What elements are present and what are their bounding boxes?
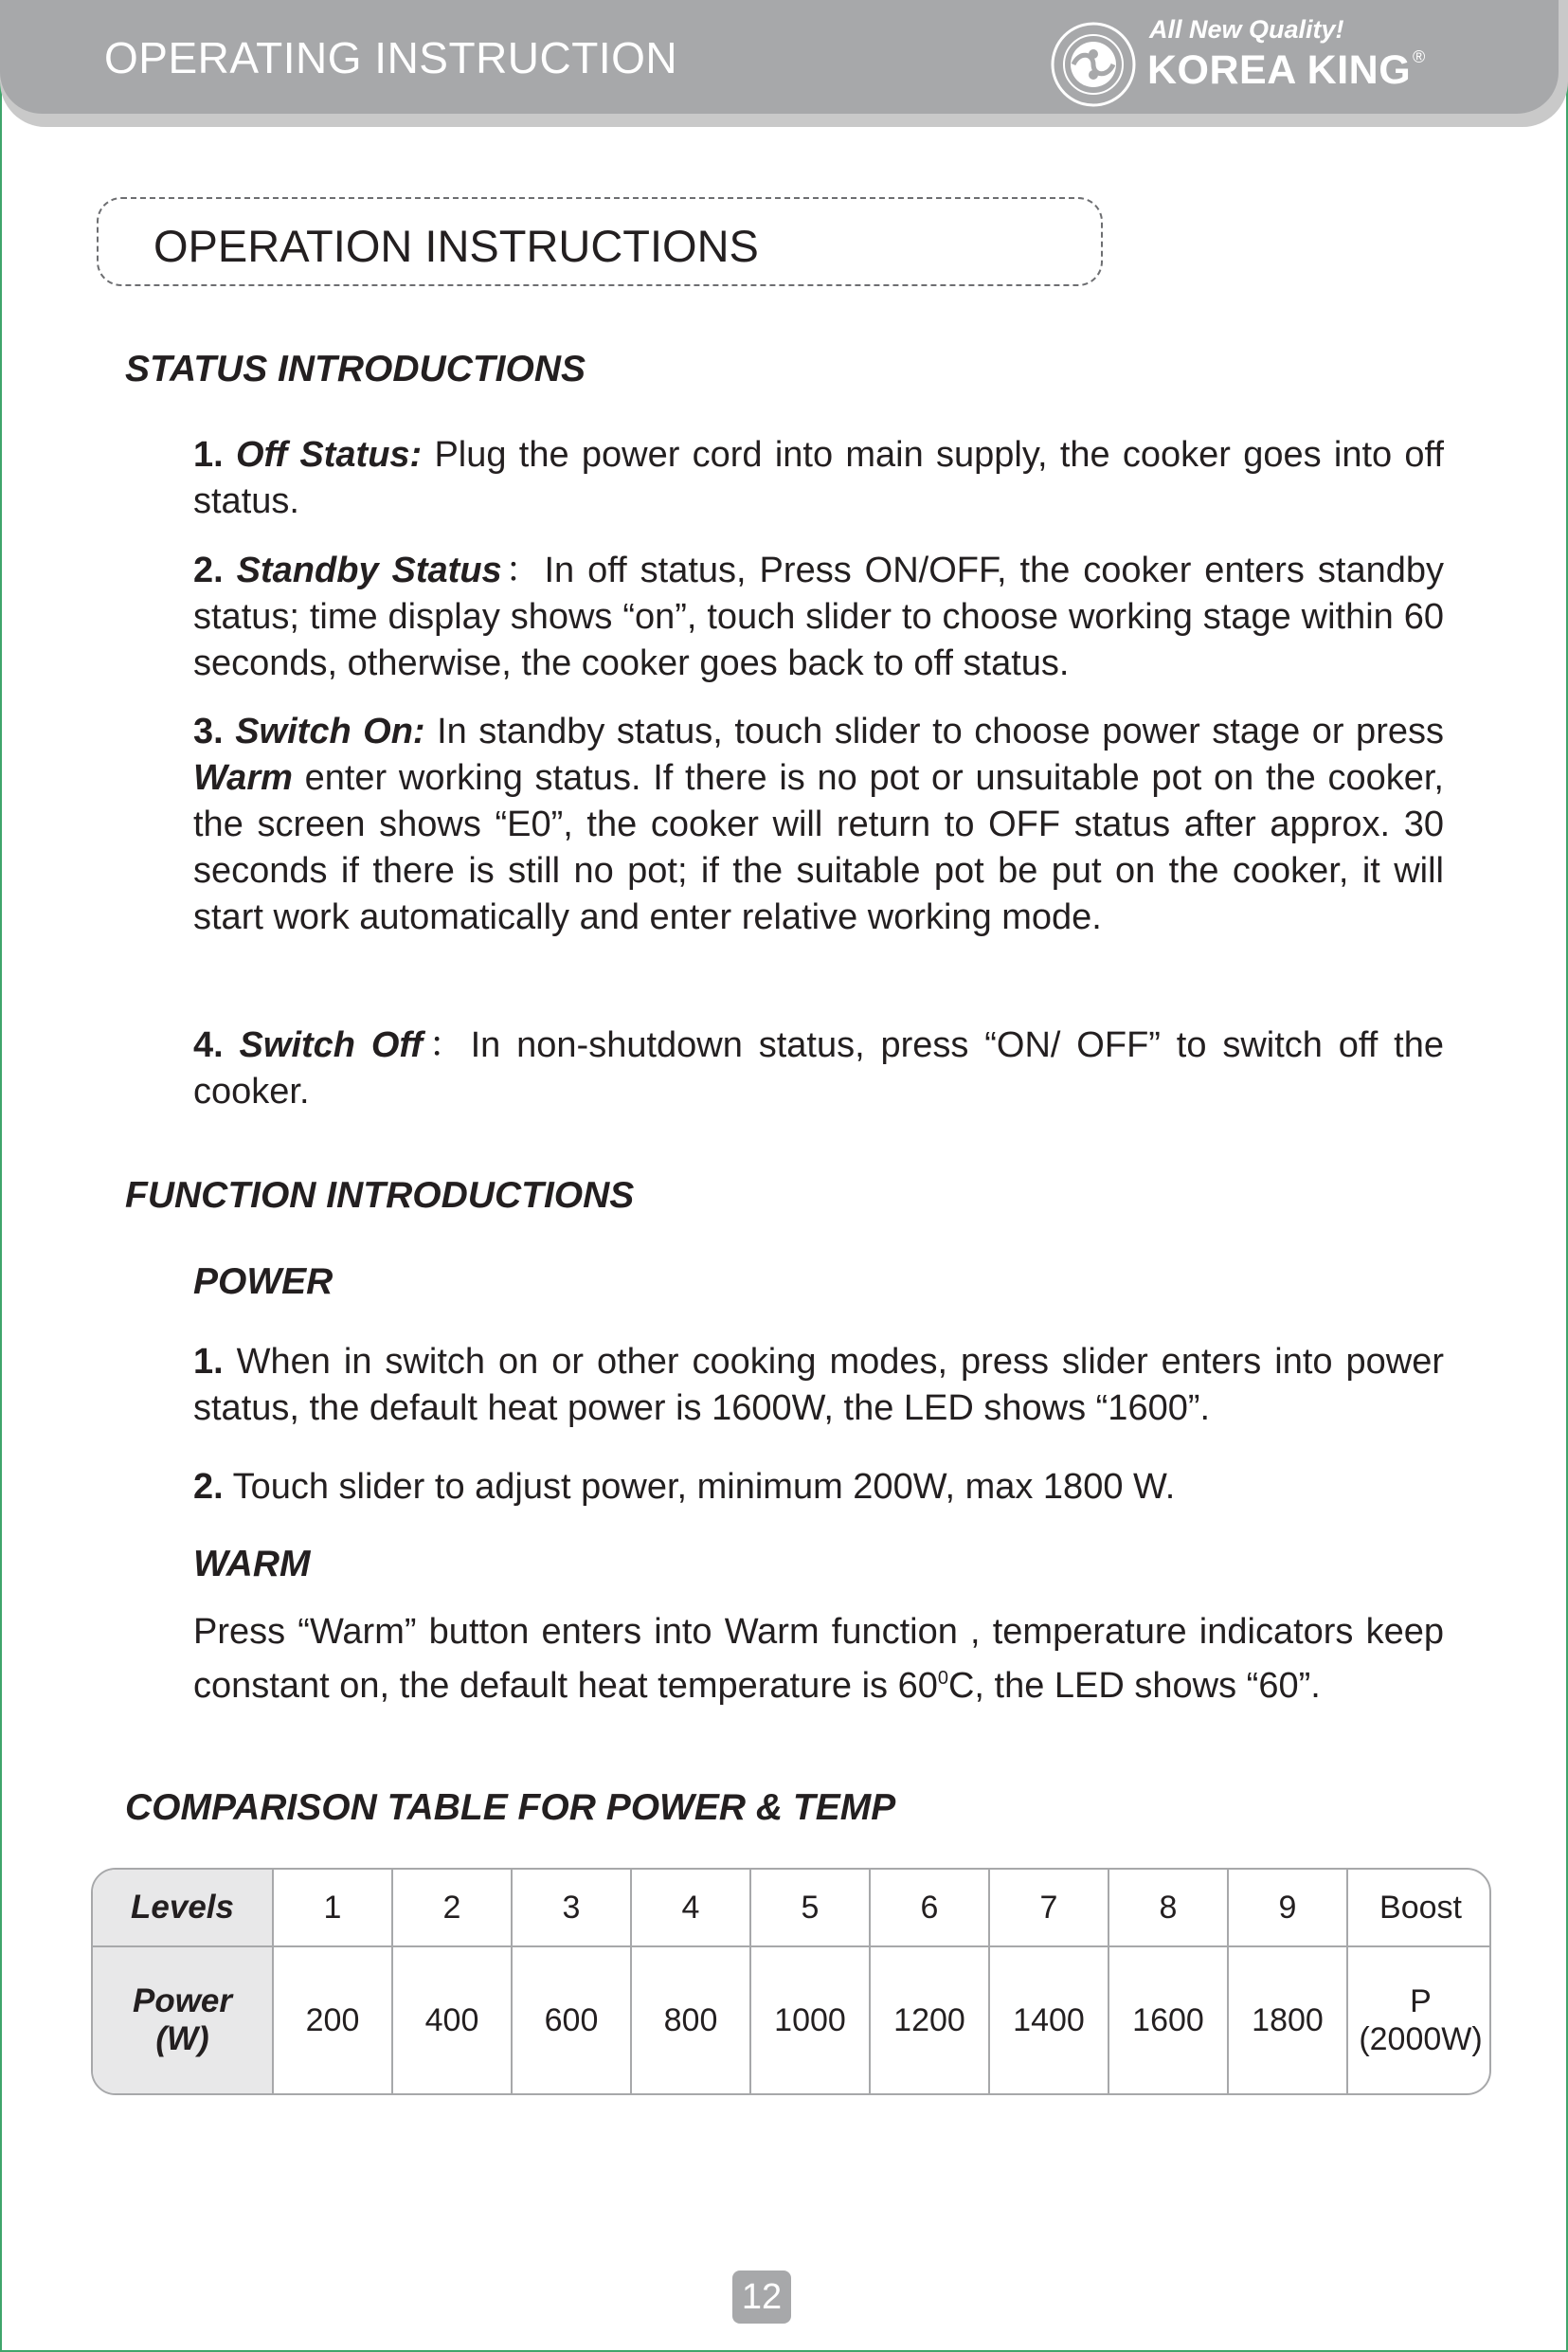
power-cell: 1600: [1108, 1946, 1228, 2093]
comparison-heading: COMPARISON TABLE FOR POWER & TEMP: [125, 1787, 896, 1828]
function-heading: FUNCTION INTRODUCTIONS: [125, 1175, 635, 1216]
power-cell-boost: [1347, 1946, 1491, 2093]
power-cell: 200: [273, 1946, 392, 2093]
item-label: Switch On:: [235, 712, 425, 751]
header-title: OPERATING INSTRUCTION: [104, 33, 678, 82]
power-cell: 1800: [1228, 1946, 1347, 2093]
power-cell: 1200: [870, 1946, 989, 2093]
item-text: In non-shutdown status, press “ON/ OFF” to switch off the cooker.: [193, 1025, 1444, 1112]
item-text: Plug the power cord into main supply, the cooker goes into off status.: [193, 435, 1444, 521]
boost-power-line-1: P: [1410, 1982, 1432, 2019]
power-item-2: [193, 1464, 1444, 1511]
item-text: In standby status, touch slider to choose power stage or press: [424, 712, 1444, 751]
power-header-line-1: Power: [132, 1981, 233, 2019]
power-cell: 600: [512, 1946, 631, 2093]
power-header-line-2: (W): [155, 2019, 209, 2057]
level-cell-boost: Boost: [1347, 1870, 1491, 1946]
item-separator: ：: [501, 551, 545, 590]
degree-mark: 0: [937, 1668, 948, 1689]
item-warm-word: Warm: [193, 758, 293, 798]
comparison-table: [91, 1868, 1491, 2095]
item-number: 2.: [193, 1467, 224, 1507]
table-row-levels: [93, 1870, 1491, 1946]
level-cell: 2: [392, 1870, 512, 1946]
item-number: 1.: [193, 1342, 224, 1382]
item-label: Off Status:: [235, 435, 423, 475]
level-cell: 4: [631, 1870, 750, 1946]
level-cell: 5: [750, 1870, 870, 1946]
level-cell: 1: [273, 1870, 392, 1946]
status-heading: STATUS INTRODUCTIONS: [125, 349, 586, 389]
item-separator: ：: [423, 1025, 471, 1065]
brand-emblem-icon: [1050, 21, 1137, 108]
item-text: enter working status. If there is no pot or unsuitable pot on the cooker, the screen shows “E0”, the cooker will return to OFF status after approx. 30 seconds if there is still no pot; if the suitable pot be put on the cooker, it will start work automatically and enter relative working mode.: [193, 758, 1444, 937]
item-number: 1.: [193, 435, 224, 475]
level-cell: 9: [1228, 1870, 1347, 1946]
brand-tagline: All New Quality!: [1149, 15, 1344, 44]
warm-text: C, the LED shows “60”.: [947, 1666, 1321, 1706]
status-item-off: [193, 432, 1444, 525]
boost-power-line-2: (2000W): [1359, 2020, 1483, 2057]
power-item-1: [193, 1339, 1444, 1432]
header-bar: [0, 0, 1559, 114]
page-number: 12: [732, 2271, 791, 2324]
level-cell: 6: [870, 1870, 989, 1946]
status-item-switch-off: [193, 1022, 1444, 1115]
item-text: Touch slider to adjust power, minimum 200W, max 1800 W.: [223, 1467, 1176, 1507]
level-cell: 3: [512, 1870, 631, 1946]
brand-name: KOREA KING: [1147, 47, 1412, 93]
power-cell: 400: [392, 1946, 512, 2093]
item-label: Standby Status: [236, 551, 502, 590]
warm-heading: WARM: [193, 1544, 311, 1584]
power-cell: 1000: [750, 1946, 870, 2093]
section-title-box: [97, 197, 1103, 286]
level-cell: 7: [989, 1870, 1108, 1946]
power-cell: 800: [631, 1946, 750, 2093]
status-item-switch-on: [193, 709, 1444, 941]
section-title: OPERATION INSTRUCTIONS: [153, 221, 759, 271]
item-text: In off status, Press ON/OFF, the cooker enters standby status; time display shows “on”, touch slider to choose working stage within 60 seconds, otherwise, the cooker goes back to off status.: [193, 551, 1444, 683]
levels-header: Levels: [93, 1870, 273, 1946]
status-item-standby: [193, 548, 1444, 687]
power-header: [93, 1946, 273, 2093]
item-label: Switch Off: [239, 1025, 424, 1065]
level-cell: 8: [1108, 1870, 1228, 1946]
warm-paragraph: [193, 1609, 1444, 1710]
registered-mark: ®: [1413, 47, 1426, 66]
item-number: 2.: [193, 551, 224, 590]
table-row-power: [93, 1946, 1491, 2093]
item-number: 3.: [193, 712, 224, 751]
warm-text: Press “Warm” button enters into Warm function , temperature indicators keep constant on, the default heat temperature is 60: [193, 1612, 1444, 1706]
item-text: When in switch on or other cooking modes, press slider enters into power status, the default heat power is 1600W, the LED shows “1600”.: [193, 1342, 1444, 1428]
power-cell: 1400: [989, 1946, 1108, 2093]
item-number: 4.: [193, 1025, 224, 1065]
power-heading: POWER: [193, 1261, 333, 1302]
